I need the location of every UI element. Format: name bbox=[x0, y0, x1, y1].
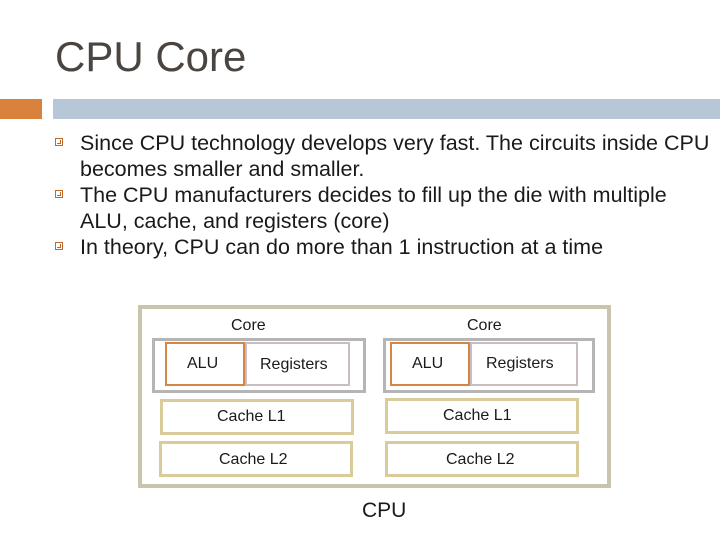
bullet-text: In theory, CPU can do more than 1 instruction at a time bbox=[80, 235, 604, 259]
cache-l1-label: Cache L1 bbox=[217, 408, 286, 425]
cache-l1-label: Cache L1 bbox=[443, 407, 512, 424]
alu-label: ALU bbox=[412, 355, 444, 372]
cpu-label: CPU bbox=[362, 499, 407, 522]
bullet-icon bbox=[55, 138, 63, 146]
bullet-item bbox=[55, 182, 715, 234]
bullet-icon bbox=[55, 190, 63, 198]
registers-label: Registers bbox=[486, 355, 554, 372]
bullet-text: The CPU manufacturers decides to fill up the die with multiple ALU, cache, and registers (core) bbox=[80, 183, 667, 233]
bullet-item bbox=[55, 234, 715, 260]
cache-l2-label: Cache L2 bbox=[219, 451, 288, 468]
bullet-icon bbox=[55, 242, 63, 250]
cache-l2-label: Cache L2 bbox=[446, 451, 515, 468]
title-rule-accent bbox=[0, 99, 42, 119]
bullet-list bbox=[55, 130, 715, 260]
title-rule-bar bbox=[53, 99, 720, 119]
core-label: Core bbox=[467, 317, 502, 334]
alu-label: ALU bbox=[187, 355, 219, 372]
bullet-text: Since CPU technology develops very fast. The circuits inside CPU becomes smaller and smaller. bbox=[80, 131, 710, 181]
bullet-item bbox=[55, 130, 715, 182]
core-label: Core bbox=[231, 317, 266, 334]
registers-label: Registers bbox=[260, 356, 328, 373]
slide-title: CPU Core bbox=[55, 33, 247, 80]
